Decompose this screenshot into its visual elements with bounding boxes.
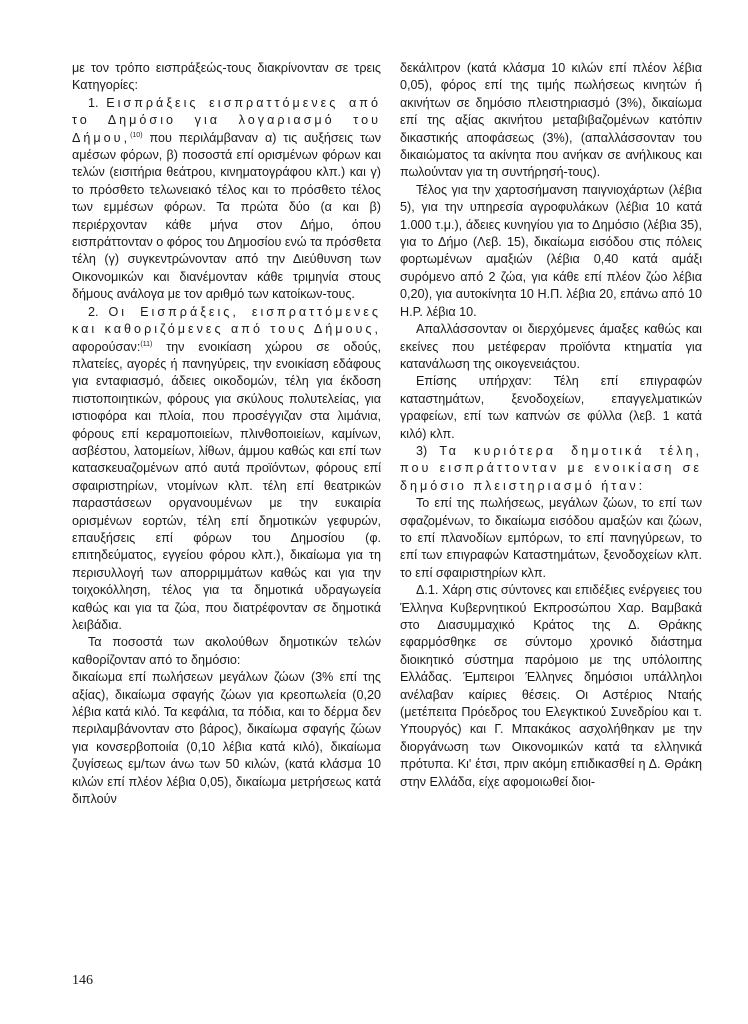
paragraph: Το επί της πωλήσεως, μεγάλων ζώων, το επί των σφαζομένων, το δικαίωμα εισόδου αμαξών και ζώων, το επί πλανοδίων εμπόρων, το επί πανηγύρεων, το επί των επιγραφών Καταστημάτων, ξενοδοχείων κλπ. το επί σφαιριστηρίων κλπ. (400, 496, 702, 580)
paragraph: Τα ποσοστά των ακολούθων δημοτικών τελών καθορίζονταν από το δημόσιο: (72, 635, 381, 667)
right-column (400, 60, 702, 791)
paragraph-text: αφορούσαν: (72, 339, 141, 354)
list-number: 2. (88, 304, 109, 319)
paragraph: Δ.1. Χάρη στις σύντονες και επιδέξιες ενέργειες του Έλληνα Κυβερνητικού Εκπροσώπου Χαρ. Βαμβακά στο Διασυμμαχικό Κράτος της Δ. Θράκης εφαρμόσθηκε σε σύντομο χρονικό διάστημα διοικητικό σύστημα παρόμοιο με της υπόλοιπης Ελλάδας. Έμπειροι Έλληνες δημόσιοι υπάλληλοι ανέλαβαν καίριες θέσεις. Οι Αστέριος Νταής (μετέπειτα Πρόεδρος του Ελεγκτικού Συνεδρίου και τ. Υπουργός) και Γ. Μπακάκος ασχολήθηκαν με την διοργάνωση των Οικονομικών κατά τα ελληνικά πρότυπα. Κι' έτσι, πριν ακόμη επιδικασθεί η Δ. Θράκη στην Ελλάδα, είχε αφομοιωθεί διοι- (400, 583, 702, 789)
page-number: 146 (72, 973, 93, 988)
paragraph: Απαλλάσσονταν οι διερχόμενες άμαξες καθώς και εκείνες που μετέφεραν προϊόντα κτηματία για κατανάλωση της οικογενειάςτου. (400, 322, 702, 371)
section-heading: Οι Εισπράξεις, εισπραττόμενες και καθοριζόμενες από τους Δήμους, (72, 304, 381, 337)
left-column (72, 60, 381, 808)
list-number: 1. (88, 95, 107, 110)
section-heading: Τα κυριότερα δημοτικά τέλη, που εισπράττονταν με ενοικίαση σε δημόσιο πλειστηριασμό ήταν: (400, 443, 702, 493)
section-heading: Εισπράξεις εισπραττόμενες από το Δημόσιο για λογαριασμό του Δήμου, (72, 95, 381, 145)
paragraph (72, 95, 381, 304)
paragraph: δικαίωμα επί πωλήσεων μεγάλων ζώων (3% επί της αξίας), δικαίωμα σφαγής ζώων για κρεοπωλεία (0,20 λέβια κατά κιλό. Τα κεφάλια, τα πόδια, και το δέρμα δεν περιλαμβάνονταν στο βάρος), δικαίωμα σφαγής ζώων για κονσερβοποιία (0,10 λέβια κατά κιλό), δικαίωμα ζυγίσεως εμ/των άνω των 50 κιλών, (κατά κλάσμα 10 κιλών επί πλέον λέβια 0,05), δικαίωμα μετρήσεως κατά διπλούν (72, 670, 381, 807)
paragraph: με τον τρόπο εισπράξεώς-τους διακρίνονταν σε τρεις Κατηγορίες: (72, 61, 381, 93)
paragraph: Τέλος για την χαρτοσήμανση παιγνιοχάρτων (λέβια 5), για την υπηρεσία αγροφυλάκων (λέβια 10 κατά 1.000 τ.μ.), άδειες κυνηγίου για το Δημόσιο (λέβια 35), για το Δήμο (Λεβ. 15), δικαίωμα εισόδου στις πόλεις φορτωμένων αμαξιών (λέβια 0,40 κατά αμάξι συρόμενο από 2 ζώα, για κάθε επί πλέον ζώο λέβια 0,20), για αυτοκίνητα 10 Η.Π. λέβια 20, επάνω από 10 Η.Ρ. λέβια 10. (400, 182, 702, 319)
paragraph-text: την ενοικίαση χώρου σε οδούς, πλατείες, αγορές ή πανηγύρεις, την ενοικίαση εδάφους για ενταφιασμό, άδειες οικοδομών, τέλη για έκδοση πιστοποιητικών, φόρους για σκύλους πολυτελείας, για ιστιοφόρα και πλοία, που προσέγγιζαν στα λιμάνια, φόρους επί κεραμοποιείων, πλινθοποιείων, καμίνων, ασβέστου, λατομείων, λίθων, άμμου καθώς και επί των κατασκευαζομένων από αυτά προϊόντων, φόρους επί σφαιριστηρίων, ντομίνων κλπ. τέλη επί θεατρικών παραστάσεων οργανουμένων με την ευκαιρία ορισμένων εορτών, τέλη επί δημοτικών γεφυρών, επαυξήσεις επί φόρων του Δημοσίου (φ. επιτηδεύματος, εγγείου φόρου κλπ.), δικαίωμα για τη περισυλλογή των απορριμμάτων καθώς και για την τοιχοκόλληση, τέλος για τα δημοτικά υδραγωγεία καθώς και για τα ζώα, που διατρέφονταν σε δημοτικά λειβάδια. (72, 339, 381, 632)
paragraph (400, 443, 702, 495)
paragraph (72, 304, 381, 635)
paragraph: Επίσης υπήρχαν: Τέλη επί επιγραφών καταστημάτων, ξενοδοχείων, επαγγελματικών γραφείων, επί των καπνών σε φύλλα (λεβ. 1 κατά κιλό) κλπ. (400, 374, 702, 441)
paragraph-text: που περιλάμβαναν α) τις αυξήσεις των αμέσων φόρων, β) ποσοστά επί ορισμένων φόρων και τελών (εισιτήρια θεάτρου, κινηματογράφου κλπ.) και γ) το πρόσθετο τελωνειακό τέλος και το πρόσθετο τέλος των εμμέσων φόρων. Τα πρώτα δύο (α και β) περιέρχονταν κάθε μήνα στον Δήμο, όπου εισπράττονταν ο φόρος του Δημοσίου ενώ τα πρόσθετα τέλη (γ) συγκεντρώνονταν από την Διεύθυνση των Οικονομικών και διανέμονταν κάθε τριμηνία στους δήμους ανάλογα με τον αριθμό των κατοίκων-τους. (72, 130, 381, 302)
list-number: 3) (416, 443, 440, 458)
footnote-ref: (10) (130, 131, 143, 139)
paragraph: δεκάλιτρον (κατά κλάσμα 10 κιλών επί πλέον λέβια 0,05), φόρος επί της τιμής πωλήσεως κινητών ή ακινήτων σε δημόσιο πλειστηριασμό (3%), δικαίωμα επί της αξίας ακινήτου μεταβιβαζομένων κατόπιν δικαστικής αποφάσεως (3%), (απαλλάσσονταν του δικαιώματος τα ακίνητα που ανήκαν σε ανήλικους και πωλούνταν για τη συντήρησή-τους). (400, 61, 702, 180)
footnote-ref: (11) (140, 340, 153, 348)
